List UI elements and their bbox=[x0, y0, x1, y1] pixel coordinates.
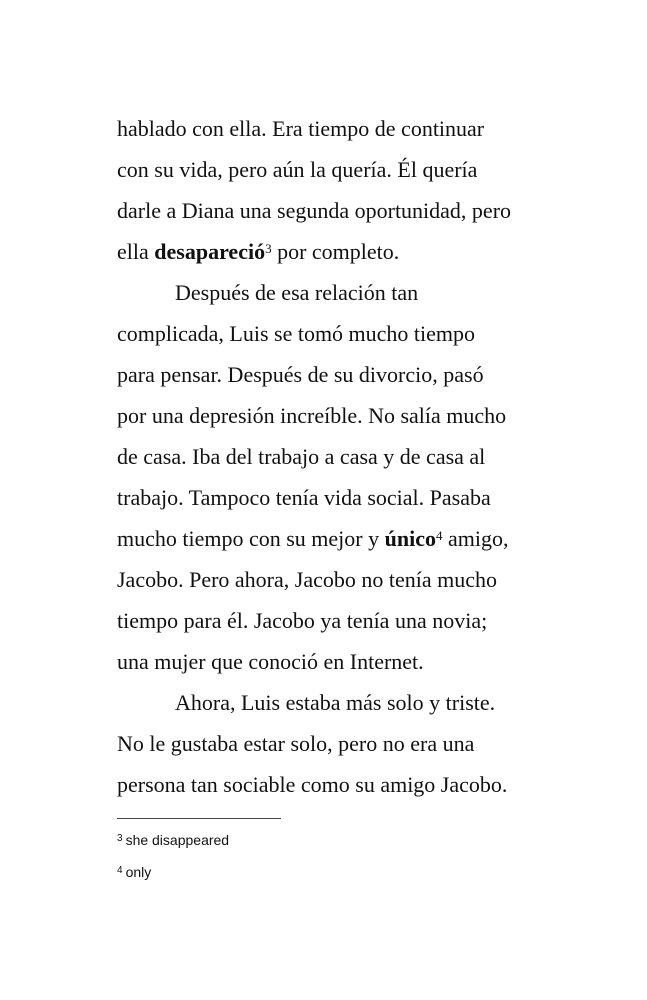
text-fragment: por completo. bbox=[271, 239, 400, 264]
footnote-divider bbox=[117, 818, 281, 819]
glossary-term: único bbox=[384, 526, 436, 551]
text-fragment: amigo, bbox=[442, 526, 509, 551]
text-line: Ahora, Luis estaba más solo y triste. bbox=[175, 690, 496, 715]
paragraph-2 bbox=[117, 272, 547, 682]
footnotes bbox=[117, 830, 229, 894]
text-line: hablado con ella. Era tiempo de continuar bbox=[117, 116, 485, 141]
text-line bbox=[117, 518, 547, 559]
text-line: para pensar. Después de su divorcio, pasó bbox=[117, 362, 484, 387]
footnote-text: only bbox=[125, 864, 152, 880]
text-line: Después de esa relación tan bbox=[175, 280, 419, 305]
glossary-term: desapareció bbox=[154, 239, 266, 264]
text-line: por una depresión increíble. No salía mucho bbox=[117, 403, 507, 428]
footnote-number: 4 bbox=[117, 865, 123, 876]
footnote-4 bbox=[117, 862, 229, 894]
text-line: persona tan sociable como su amigo Jacobo. bbox=[117, 772, 508, 797]
footnote-text: she disappeared bbox=[125, 832, 230, 848]
text-fragment: mucho tiempo con su mejor y bbox=[117, 526, 385, 551]
text-line bbox=[117, 231, 547, 272]
text-line: darle a Diana una segunda oportunidad, pero bbox=[117, 198, 512, 223]
footnote-ref: 4 bbox=[435, 528, 443, 543]
text-line: No le gustaba estar solo, pero no era una bbox=[117, 731, 475, 756]
text-line: una mujer que conoció en Internet. bbox=[117, 649, 424, 674]
paragraph-3 bbox=[117, 682, 547, 805]
footnote-ref: 3 bbox=[265, 241, 272, 256]
text-line: trabajo. Tampoco tenía vida social. Pasaba bbox=[117, 485, 491, 510]
text-line: con su vida, pero aún la quería. Él quería bbox=[117, 157, 478, 182]
text-line: de casa. Iba del trabajo a casa y de casa al bbox=[117, 444, 486, 469]
text-line: complicada, Luis se tomó mucho tiempo bbox=[117, 321, 476, 346]
footnote-3 bbox=[117, 830, 229, 862]
text-line: Jacobo. Pero ahora, Jacobo no tenía mucho bbox=[117, 567, 497, 592]
text-fragment: ella bbox=[117, 239, 155, 264]
paragraph-1 bbox=[117, 108, 547, 272]
footnote-number: 3 bbox=[117, 833, 123, 844]
text-line: tiempo para él. Jacobo ya tenía una novia; bbox=[117, 608, 488, 633]
body-text bbox=[117, 108, 547, 805]
